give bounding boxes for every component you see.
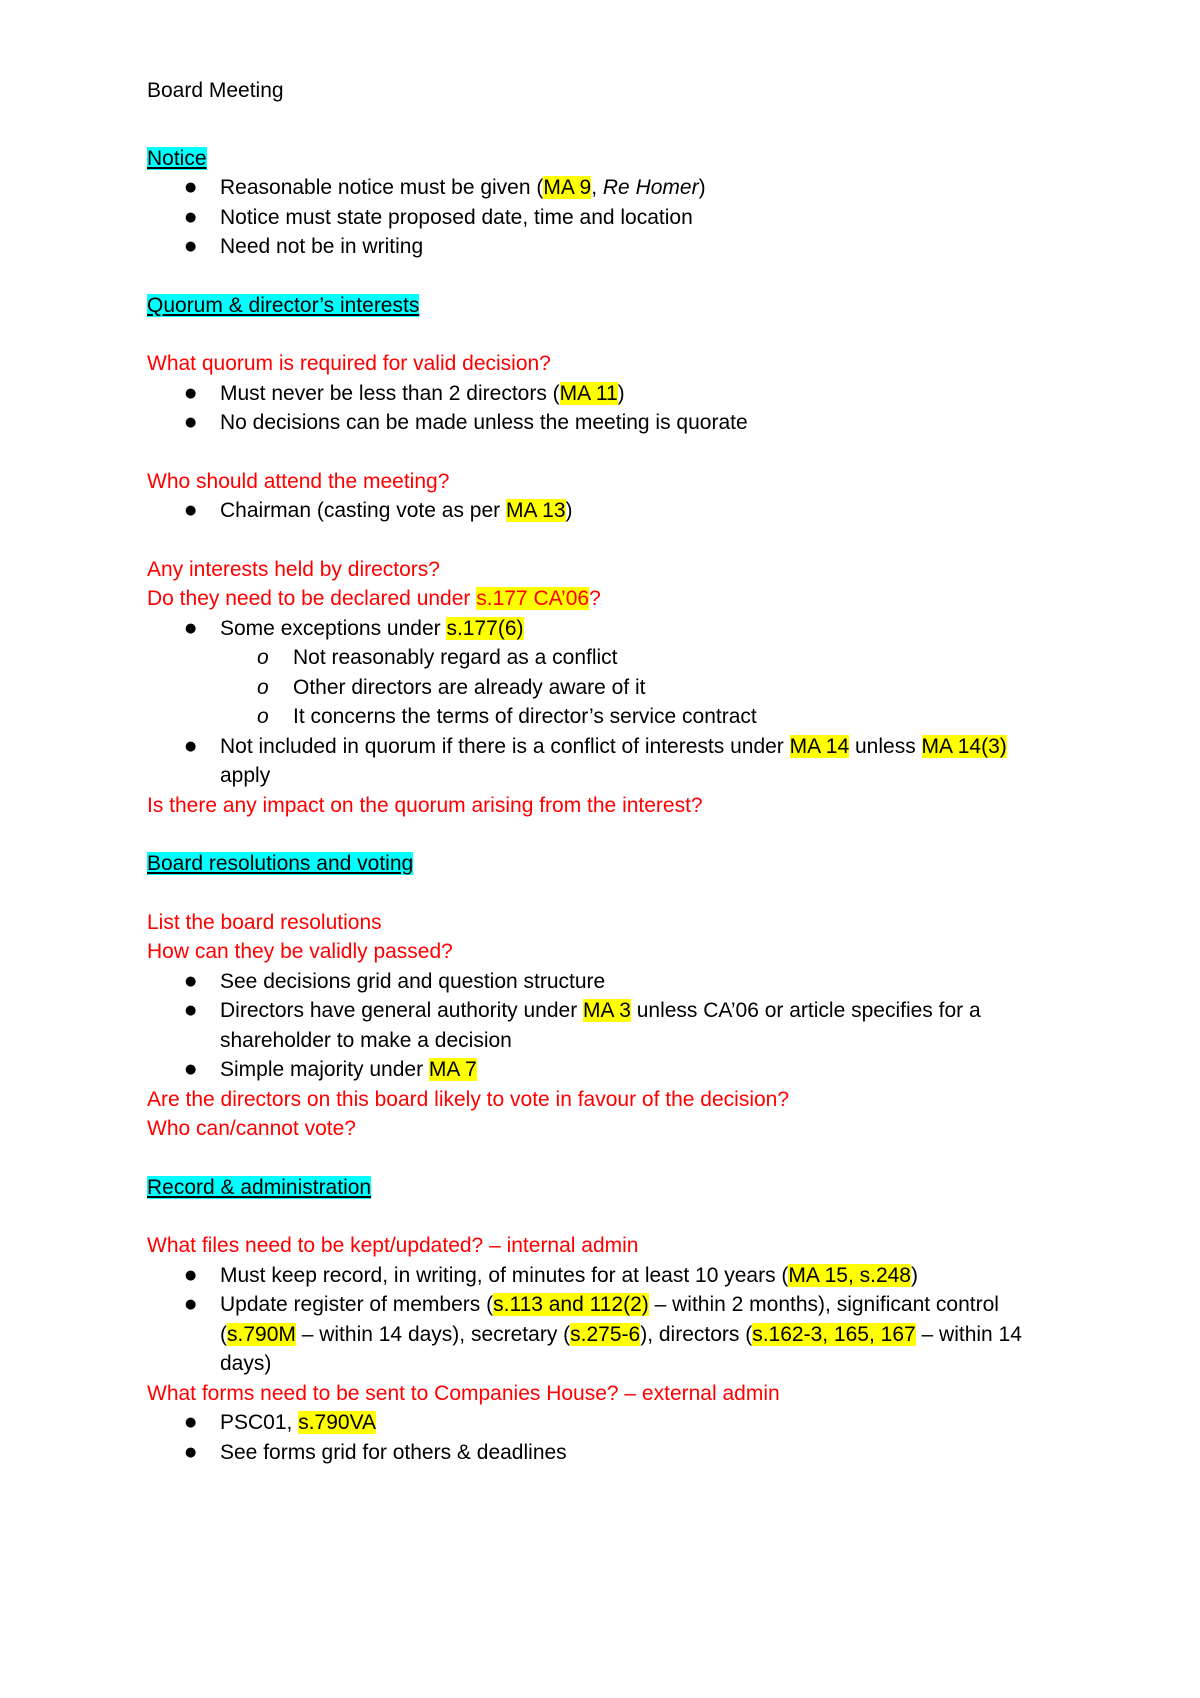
- section-heading-resolutions: Board resolutions and voting: [147, 852, 414, 875]
- reference-highlight: MA 14: [789, 734, 850, 758]
- case-name: Re Homer: [602, 176, 699, 199]
- section-heading-records: Record & administration: [147, 1175, 372, 1199]
- list-item: ● Some exceptions under s.177(6) o Not reasonably regard as a conflict o Other directors are already aware of it o It concerns the terms of director’s service contract: [147, 614, 1060, 732]
- section-heading-quorum: Quorum & director’s interests: [147, 293, 420, 317]
- sub-list-item: o It concerns the terms of director’s service contract: [147, 702, 1060, 732]
- section-heading-notice: Notice: [147, 146, 207, 170]
- reference-highlight: s.177 CA’06: [476, 587, 590, 610]
- list-item: ● PSC01, s.790VA: [147, 1408, 1060, 1438]
- document-title: Board Meeting: [147, 79, 284, 102]
- list-item: ● See decisions grid and question structure: [147, 967, 1060, 997]
- question-text: Is there any impact on the quorum arising from the interest?: [147, 793, 703, 817]
- records-list-2: [147, 1408, 1060, 1467]
- question-text: Who can/cannot vote?: [147, 1117, 356, 1140]
- question-text: Do they need to be declared under s.177 CA’06?: [147, 587, 601, 610]
- list-item: ● No decisions can be made unless the meeting is quorate: [147, 408, 1060, 438]
- reference-highlight: MA 3: [583, 999, 631, 1022]
- sub-list: [220, 643, 1060, 732]
- sub-list-item: o Other directors are already aware of it: [147, 673, 1060, 703]
- reference-highlight: MA 11: [559, 381, 618, 405]
- quorum-list-2: [147, 496, 1060, 526]
- list-item: ● Update register of members (s.113 and 112(2) – within 2 months), significant control (s.790M – within 14 days), secretary (s.275-6), directors (s.162-3, 165, 167 – within 14 days): [147, 1290, 1060, 1379]
- list-item: ● Directors have general authority under MA 3 unless CA’06 or article specifies for a shareholder to make a decision: [147, 996, 1060, 1055]
- question-text: Who should attend the meeting?: [147, 469, 450, 493]
- reference-highlight: s.113 and 112(2): [493, 1293, 649, 1316]
- list-item: ● Must keep record, in writing, of minutes for at least 10 years (MA 15, s.248): [147, 1261, 1060, 1291]
- reference-highlight: MA 7: [428, 1058, 477, 1081]
- notice-list: [147, 173, 1060, 262]
- reference-highlight: s.177(6): [446, 616, 524, 640]
- sub-list-item: o Not reasonably regard as a conflict: [147, 643, 1060, 673]
- reference-highlight: s.275-6: [570, 1322, 641, 1346]
- reference-highlight: MA 15, s.248: [788, 1263, 911, 1287]
- reference-highlight: MA 13: [505, 499, 566, 522]
- question-text: Are the directors on this board likely to vote in favour of the decision?: [147, 1087, 790, 1111]
- list-item: ● Reasonable notice must be given (MA 9, Re Homer): [147, 173, 1060, 203]
- list-item: ● See forms grid for others & deadlines: [147, 1438, 1060, 1468]
- reference-highlight: s.162-3, 165, 167: [752, 1322, 916, 1346]
- quorum-list-3: [147, 614, 1060, 791]
- resolutions-list: [147, 967, 1060, 1085]
- question-text: Any interests held by directors?: [147, 557, 440, 581]
- reference-highlight: MA 9: [543, 176, 592, 199]
- question-text: What forms need to be sent to Companies House? – external admin: [147, 1381, 780, 1405]
- list-item: ● Not included in quorum if there is a conflict of interests under MA 14 unless MA 14(3) apply: [147, 732, 1060, 791]
- question-text: How can they be validly passed?: [147, 940, 453, 963]
- question-text: What files need to be kept/updated? – internal admin: [147, 1234, 639, 1257]
- records-list-1: [147, 1261, 1060, 1379]
- reference-highlight: s.790M: [227, 1322, 296, 1346]
- list-item: ● Notice must state proposed date, time and location: [147, 203, 1060, 233]
- list-item: ● Simple majority under MA 7: [147, 1055, 1060, 1085]
- question-text: What quorum is required for valid decision?: [147, 352, 551, 375]
- question-text: List the board resolutions: [147, 910, 382, 934]
- list-item: ● Chairman (casting vote as per MA 13): [147, 496, 1060, 526]
- reference-highlight: s.790VA: [298, 1411, 377, 1434]
- quorum-list-1: [147, 379, 1060, 438]
- list-item: ● Must never be less than 2 directors (MA 11): [147, 379, 1060, 409]
- reference-highlight: MA 14(3): [921, 734, 1007, 758]
- list-item: ● Need not be in writing: [147, 232, 1060, 262]
